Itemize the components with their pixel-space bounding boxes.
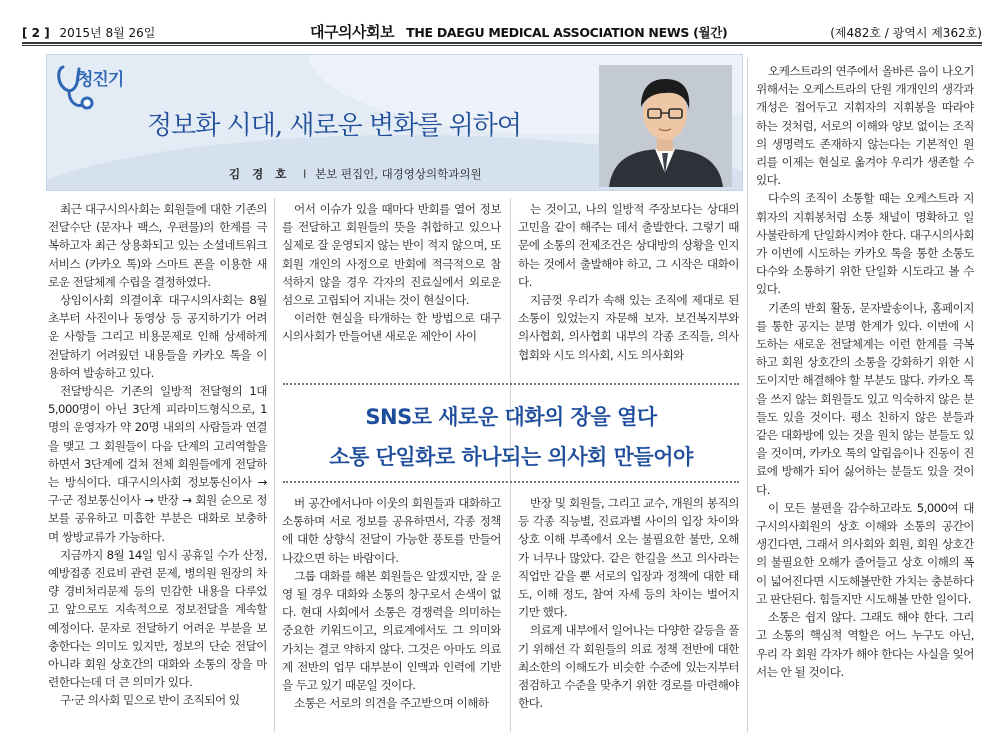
- paragraph: 이러한 현실을 타개하는 한 방법으로 대구시의사회가 만들어낸 새로운 제안이 사이: [282, 311, 501, 344]
- article-column-4: [756, 62, 974, 734]
- masthead-korean: 대구의사회보: [310, 23, 394, 41]
- paragraph: 지금껏 우리가 속해 있는 조직에 제대로 된 소통이 있었는지 자문해 보자. 보건복지부와 의사협회, 의사협회 내부의 각종 조직들, 의사협회와 시도 의사회, 시도 의사회와: [518, 293, 739, 362]
- paragraph: 소통은 쉽지 않다. 그래도 해야 한다. 그리고 소통의 핵심적 역할은 어느 누구도 아닌, 우리 각 회원 각자가 해야 한다는 사실을 잊어서는 안 될 것이다.: [756, 610, 974, 679]
- page-header: [0, 0, 1004, 48]
- author-name: 김 경 호: [229, 167, 291, 181]
- masthead: [310, 21, 727, 42]
- author-role: 본보 편집인, 대경영상의학과의원: [315, 167, 482, 181]
- subheadline: [283, 383, 739, 483]
- byline-separator: I: [303, 167, 307, 181]
- paragraph: 최근 대구시의사회는 회원들에 대한 기존의 전달수단 (문자나 팩스, 우편물)의 한계를 극복하고자 최근 상용화되고 있는 소셜네트워크 서비스 (카카오 톡)와 스마트 폰을 이용한 새로운 전달체계 수립을 결정하였다.: [48, 202, 267, 289]
- paragraph: 어서 이슈가 있을 때마다 반회를 열어 정보를 전달하고 회원들의 뜻을 취합하고 있으나 실제로 잘 운영되지 않는 반이 적지 않으며, 또 회원 개인의 사정으로 반회에 적극적으로 참석하지 않을 경우 각자의 진료실에서 외로운 섬으로 고립되어 지내는 것이 현실이다.: [282, 202, 501, 308]
- paragraph: 오케스트라의 연주에서 올바른 음이 나오기 위해서는 오케스트라의 단원 개개인의 생각과 개성은 접어두고 지휘자의 지휘봉을 따라야 하는 것처럼, 서로의 이해와 양보 없이는 조직의 생명력도 존재하지 않는다는 기본적인 원리를 이제는 현실로 옮겨야 우리가 생존할 수 있다.: [756, 64, 974, 188]
- header-rule: [22, 42, 982, 44]
- column-divider: [747, 58, 748, 732]
- byline: [229, 166, 482, 182]
- paragraph: 지금까지 8월 14일 임시 공휴일 수가 산정, 예방접종 진료비 관련 문제, 병의원 원장의 차량 경비처리문제 등의 민감한 내용을 다루었고 앞으로도 지속적으로 정보전달을 계속할 예정이다. 문자로 전달하기 어려운 부분을 보충한다는 의미도 있지만, 정보의 단순 전달이 아니라 회원 상호간의 대화와 소통의 장을 마련한다는데 더 큰 의미가 있다.: [48, 547, 267, 690]
- paragraph: 의료계 내부에서 일어나는 다양한 갈등을 풀기 위해선 각 회원들의 의료 정책 전반에 대한 최소한의 이해도가 비슷한 수준에 있는지부터 점검하고 수준을 맞추기 위한 경로를 마련해야 한다.: [518, 623, 739, 711]
- header-rule-thin: [22, 45, 982, 46]
- masthead-english: THE DAEGU MEDICAL ASSOCIATION NEWS (월간): [406, 25, 728, 40]
- paragraph: 전달방식은 기존의 일방적 전달형의 1대 5,000명이 아닌 3단계 피라미드형식으로, 1명의 운영자가 약 20명 내외의 사람들과 연결을 맺고 그 회원들이 다음 단계의 고리역할을 하면서 3단계에 걸쳐 전체 회원들에게 전달하는 방식이다. 대구시의사회 정보통신이사 → 구·군 정보통신이사 → 반장 → 회원 순으로 정보를 공유하고 미흡한 부분은 대화로 보충하며 쌍방교류가 가능하다.: [48, 384, 267, 544]
- paragraph: 는 것이고, 나의 일방적 주장보다는 상대의 고민을 같이 해주는 데서 출발한다. 그렇기 때문에 소통의 전제조건은 상대방의 상황을 인지하는 것에서 출발해야 하고, 그 시작은 대화이다.: [518, 202, 739, 289]
- subheadline-line-2: 소통 단일화로 하나되는 의사회 만들어야: [329, 445, 693, 469]
- paragraph: 이 모든 불편을 감수하고라도 5,000여 대구시의사회원의 상호 이해와 소통의 공간이 생긴다면, 그래서 의사회와 회원, 회원 상호간의 불필요한 오해가 줄어들고 상호 이해의 폭이 넓어진다면 시도해볼만한 가치는 충분하다고 판단된다. 힘들지만 시도해볼 만한 일이다.: [756, 500, 974, 606]
- paragraph: 구·군 의사회 밑으로 반이 조직되어 있: [60, 693, 240, 708]
- article-column-3-top: [518, 200, 739, 370]
- article-column-2-top: [282, 200, 501, 370]
- column-divider: [274, 198, 275, 732]
- header-left: [22, 24, 155, 41]
- author-photo: [599, 65, 732, 187]
- article-title: 정보화 시대, 새로운 변화를 위하여: [147, 111, 521, 141]
- page-number: [ 2 ]: [22, 26, 50, 40]
- article-column-3-bottom: [518, 494, 739, 734]
- paragraph: 소통은 서로의 의견을 주고받으며 이해하: [294, 696, 489, 711]
- article-column-2-bottom: [282, 494, 501, 734]
- section-label: 청진기: [77, 70, 124, 90]
- article-banner: [46, 54, 743, 191]
- issue-number: (제482호 / 광역시 제362호): [830, 26, 982, 40]
- paragraph: 그룹 대화를 해본 회원들은 알겠지만, 잘 운영 될 경우 대화와 소통의 창구로서 손색이 없다. 현대 사회에서 소통은 경쟁력을 의미하는 중요한 키워드이고, 의료계에서도 그 의미와 가치는 결코 약하지 않다. 그것은 아마도 의료계 전반의 업무 대부분이 인맥과 인력에 기반을 두고 있기 때문일 것이다.: [282, 568, 501, 693]
- paragraph: 반장 및 회원들, 그리고 교수, 개원의 봉직의 등 각종 직능별, 진료과별 사이의 입장 차이와 상호 이해 부족에서 오는 불필요한 불만, 오해가 너무나 많았다. 같은 한길을 쓰고 의사라는 직업만 같을 뿐 서로의 입장과 정책에 대한 태도, 이해 정도, 참여 자세 등의 차이는 벌어지기만 했다.: [518, 496, 739, 620]
- paragraph: 다수의 조직이 소통할 때는 오케스트라 지휘자의 지휘봉처럼 소통 채널이 명확하고 일사불란하게 단일화시켜야 한다. 대구시의사회가 이번에 시도하는 카카오 톡을 통한 소통도 다수와 소통하기 위한 단일화 시도라고 볼 수 있다.: [756, 191, 974, 297]
- paragraph: 버 공간에서나마 이웃의 회원들과 대화하고 소통하며 서로 정보를 공유하면서, 각종 정책에 대한 상향식 전달이 가능한 풍토를 만들어 나갔으면 하는 바람이다.: [282, 496, 501, 565]
- article-column-1: [48, 200, 267, 734]
- issue-date: 2015년 8월 26일: [59, 26, 156, 40]
- paragraph: 기존의 반회 활동, 문자발송이나, 홈페이지를 통한 공지는 분명 한계가 있다. 이번에 시도하는 새로운 전달체계는 이런 한계를 극복하고 회원 상호간의 소통을 강화하기 위한 시도이지만 해결해야 할 부분도 많다. 카카오 톡을 쓰지 않는 회원들도 있고 익숙하지 않은 분들도 있을 것이다. 평소 친하지 않은 분들과 같은 대화방에 있는 것을 원치 않는 분들도 있을 것이며, 카카오 톡의 알림음이나 진동이 진료에 방해가 되어 싫어하는 분들도 있을 것이다.: [756, 300, 974, 497]
- paragraph: 상임이사회 의결이후 대구시의사회는 8월초부터 사진이나 동영상 등 공지하기가 어려운 사항들 그리고 비용문제로 인해 상세하게 전달하기 어려웠던 내용들을 카카오 톡을 이용하여 발송하고 있다.: [48, 293, 267, 380]
- subheadline-line-1: SNS로 새로운 대화의 장을 열다: [365, 405, 657, 429]
